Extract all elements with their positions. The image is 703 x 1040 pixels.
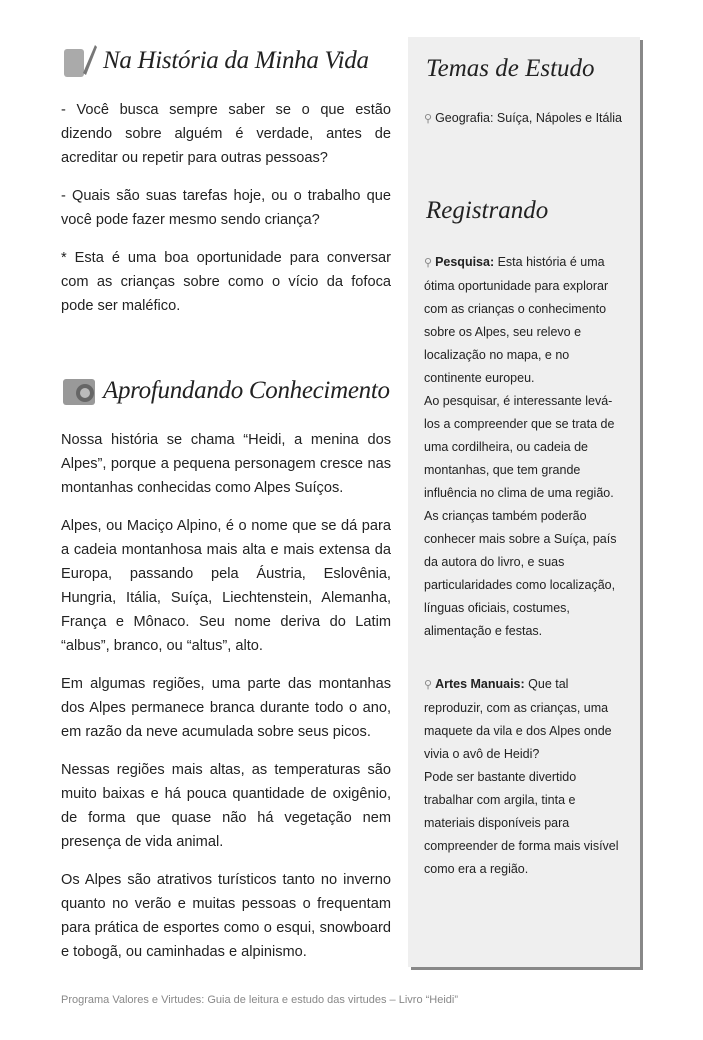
footer: Programa Valores e Virtudes: Guia de leitura e estudo das virtudes – Livro “Heidi” (61, 994, 459, 1006)
paragraph: Nessas regiões mais altas, as temperaturas são muito baixas e há pouca quantidade de oxigênio, de forma que quase não há vegetação nem presença de vida animal. (61, 762, 391, 850)
main-column (61, 36, 391, 978)
paragraph: * Esta é uma boa oportunidade para conversar com as crianças sobre como o vício da fofoca pode ser maléfico. (61, 250, 391, 314)
note-text: Esta história é uma ótima oportunidade para explorar com as crianças o conhecimento sobre os Alpes, seu relevo e localização no mapa, e no continente europeu. (424, 255, 609, 385)
note: Ao pesquisar, é interessante levá-los a compreender que se trata de uma cordilheira, ou cadeia de montanhas, que tem grande influência no clima de uma região. (424, 394, 615, 500)
section-heading (61, 36, 391, 86)
map-compass-icon (61, 371, 99, 411)
note (408, 251, 640, 390)
note-text: Que tal reproduzir, com as crianças, uma maquete da vila e dos Alpes onde vivia o avô de Heidi? (424, 677, 612, 761)
sidebar (408, 37, 640, 967)
note (408, 673, 640, 766)
paragraph: Nossa história se chama “Heidi, a menina dos Alpes”, porque a pequena personagem cresce nas montanhas conhecidas como Alpes Suíços. (61, 432, 391, 496)
sidebar-title: Registrando (426, 197, 549, 224)
sidebar-title: Temas de Estudo (426, 55, 595, 82)
note-label: Pesquisa: (435, 255, 495, 269)
paragraph: Em algumas regiões, uma parte das montanhas dos Alpes permanece branca durante todo o ano, em razão da neve acumulada sobre seus picos. (61, 676, 391, 740)
topic-item (408, 107, 640, 131)
topic-text: Geografia: Suíça, Nápoles e Itália (435, 111, 622, 125)
note: Pode ser bastante divertido trabalhar com argila, tinta e materiais disponíveis para compreender de forma mais visível como era a região. (424, 770, 619, 876)
paragraph: - Você busca sempre saber se o que estão dizendo sobre alguém é verdade, antes de acreditar ou repetir para outras pessoas? (61, 102, 391, 166)
pin-icon: ⚲ (424, 679, 433, 691)
paragraph: - Quais são suas tarefas hoje, ou o trabalho que você pode fazer mesmo sendo criança? (61, 188, 391, 228)
pin-icon: ⚲ (424, 113, 433, 125)
paragraph: Alpes, ou Maciço Alpino, é o nome que se dá para a cadeia montanhosa mais alta e mais extensa da Europa, passando pela Áustria, Eslovênia, Hungria, Itália, Suíça, Liechtenstein, Alemanha, França e Mônaco. Seu nome deriva do Latim “albus”, branco, ou “altus”, alto. (61, 518, 391, 654)
section-title: Aprofundando Conhecimento (103, 377, 390, 404)
paragraph: Os Alpes são atrativos turísticos tanto no inverno quanto no verão e muitas pessoas o frequentam para prática de esportes como o esqui, snowboard e tobogã, ou caminhadas e alpinismo. (61, 872, 391, 960)
note-label: Artes Manuais: (435, 677, 525, 691)
section-heading (61, 366, 391, 416)
note: As crianças também poderão conhecer mais sobre a Suíça, país da autora do livro, e suas particularidades como localização, línguas oficiais, costumes, alimentação e festas. (424, 509, 617, 638)
section-title: Na História da Minha Vida (103, 47, 369, 74)
scroll-quill-icon (61, 41, 99, 81)
pin-icon: ⚲ (424, 257, 433, 269)
